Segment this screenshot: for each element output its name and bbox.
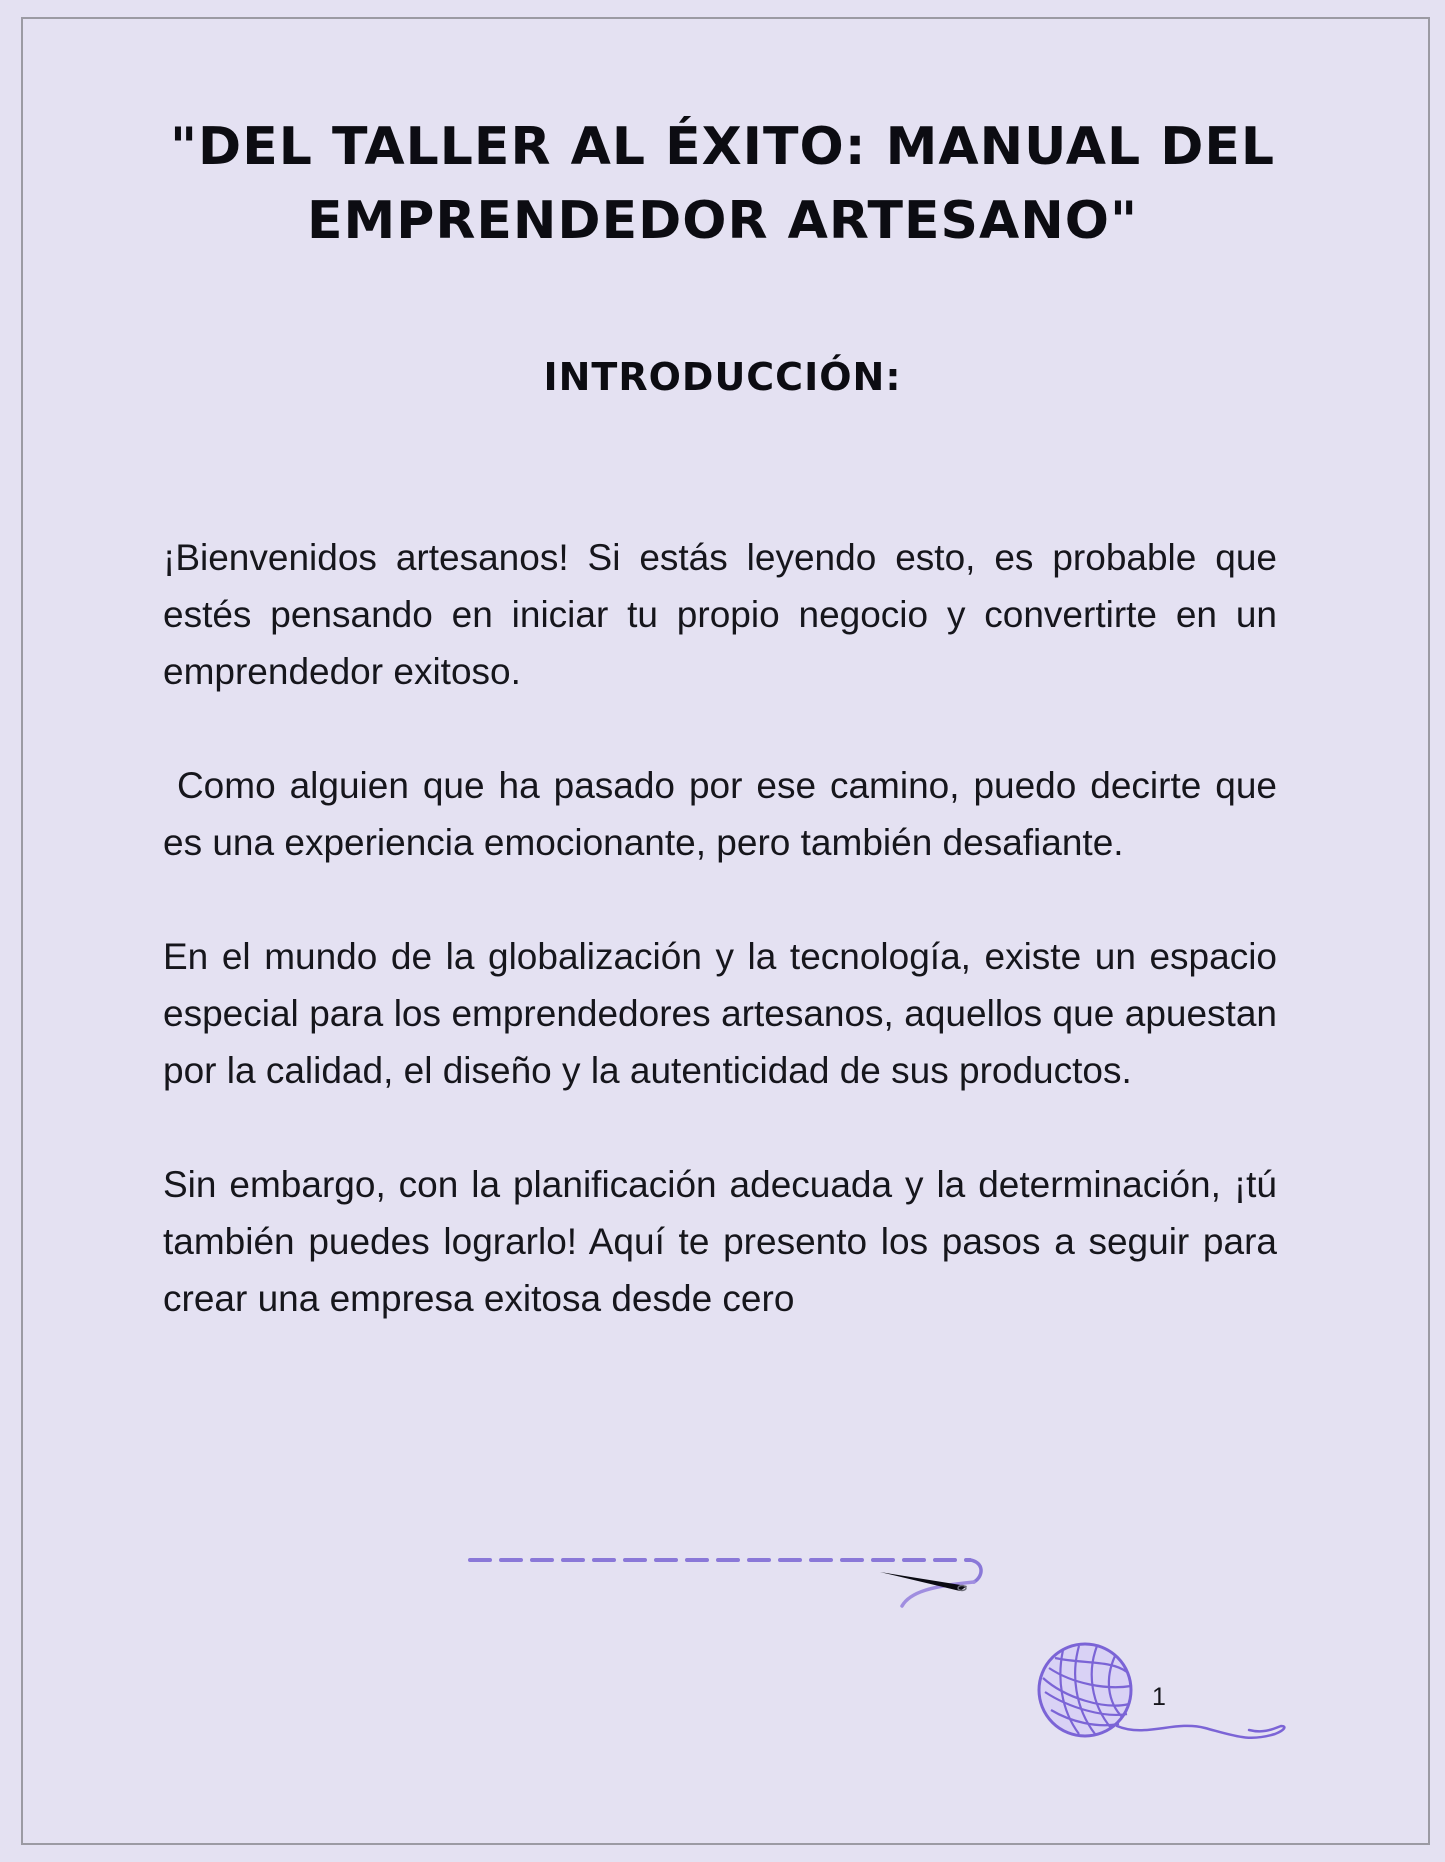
paragraph-2: Como alguien que ha pasado por ese camino, puedo decirte que es una experiencia emocionante, pero también desafiante. bbox=[163, 765, 1288, 863]
paragraph-4: Sin embargo, con la planificación adecuada y la determinación, ¡tú también puedes lograrlo! Aquí te presento los pasos a seguir para crear una empresa exitosa desde cero bbox=[163, 1164, 1277, 1319]
paragraph-3: En el mundo de la globalización y la tecnología, existe un espacio especial para los emprendedores artesanos, aquellos que apuestan por la calidad, el diseño y la autenticidad de sus productos. bbox=[163, 936, 1277, 1091]
section-heading: INTRODUCCIÓN: bbox=[543, 355, 902, 399]
introduction-body bbox=[163, 529, 1288, 1384]
sewing-needle-icon bbox=[462, 1548, 992, 1614]
page-number: 1 bbox=[1152, 1683, 1166, 1711]
document-title: "DEL TALLER AL ÉXITO: MANUAL DEL EMPRENDEDOR ARTESANO" bbox=[169, 117, 1276, 251]
paragraph-1: ¡Bienvenidos artesanos! Si estás leyendo esto, es probable que estés pensando en iniciar tu propio negocio y convertirte en un emprendedor exitoso. bbox=[163, 537, 1277, 692]
